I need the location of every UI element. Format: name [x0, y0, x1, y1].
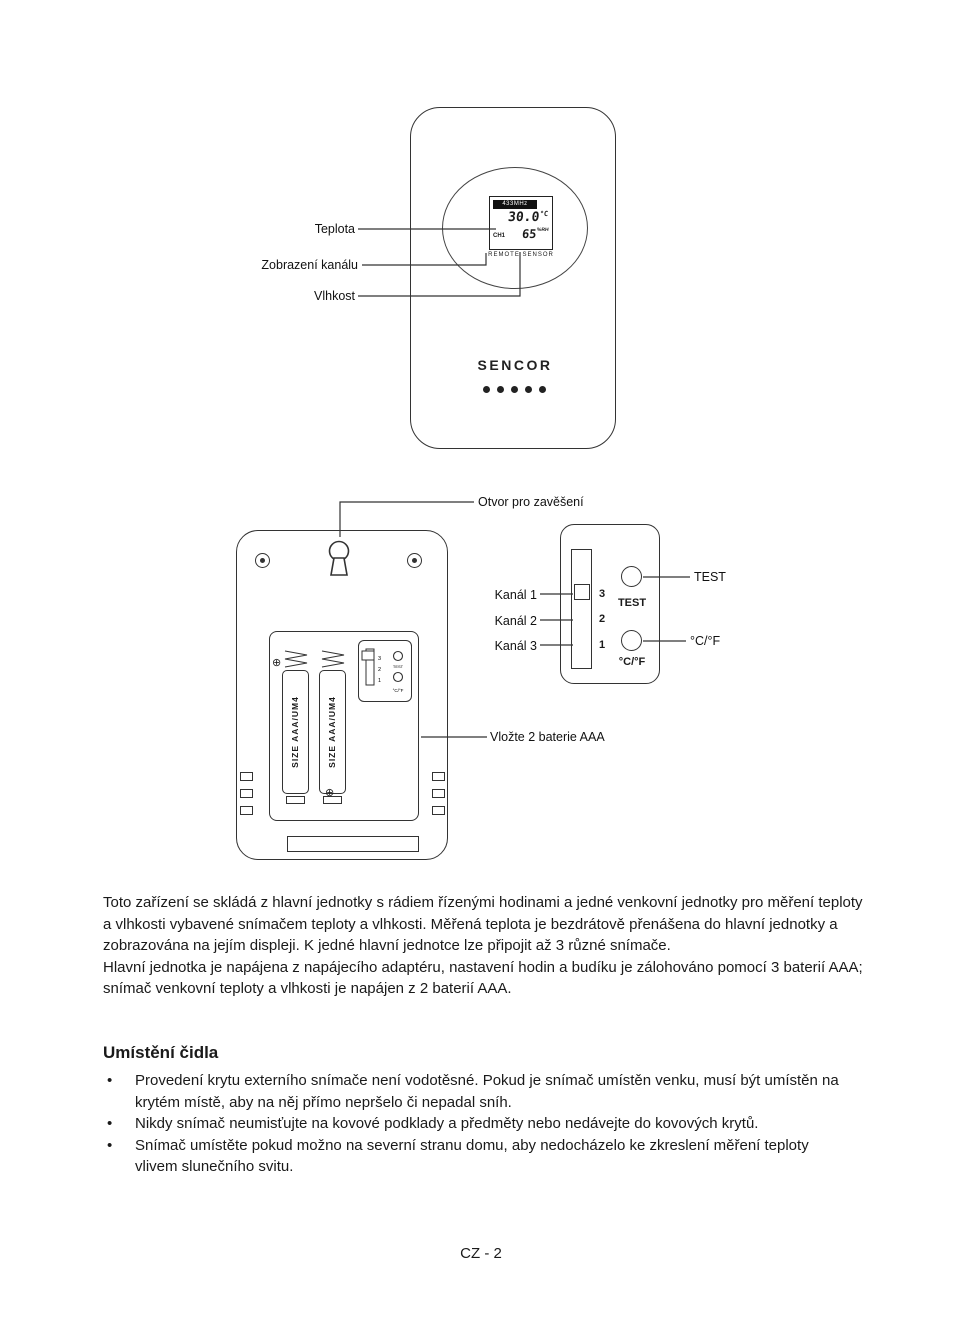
intro-paragraph-2: Hlavní jednotka je napájena z napájecího adaptéru, nastavení hodin a budíku je zálohováno pomocí 3 baterií AAA; snímač venkovní teploty a vlhkosti je napájen z 2 baterií AAA. — [103, 958, 863, 997]
svg-text:TEST: TEST — [392, 664, 404, 669]
grip-ridge — [432, 772, 445, 781]
svg-text:1: 1 — [378, 678, 382, 684]
cf-button-label: °C/°F — [618, 656, 646, 668]
test-button — [621, 566, 642, 587]
grip-ridge — [240, 772, 253, 781]
battery-size-label: SIZE AAA/UM4 — [327, 696, 337, 768]
grip-ridge — [432, 806, 445, 815]
screw-icon — [255, 553, 270, 568]
label-zobrazeni-kanalu: Zobrazení kanálu — [261, 258, 358, 272]
section-heading: Umístění čidla — [103, 1043, 219, 1062]
cf-button — [621, 630, 642, 651]
bullet-icon: • — [107, 1136, 113, 1154]
placement-bullet-list — [103, 1070, 868, 1178]
label-cf: °C/°F — [690, 634, 721, 648]
list-item: • Nikdy snímač neumisťujte na kovové podklady a předměty nebo nedávejte do kovových krytů. — [103, 1113, 868, 1135]
label-vlozte-baterie: Vložte 2 baterie AAA — [490, 730, 605, 744]
grip-ridge — [240, 806, 253, 815]
dot — [497, 386, 504, 393]
speaker-dots — [483, 386, 546, 393]
screw-icon — [407, 553, 422, 568]
list-item: • Snímač umístěte pokud možno na severní stranu domu, aby nedocházelo ke zkreslení měření teploty vlivem slunečního svitu. — [103, 1135, 868, 1178]
bullet-icon: • — [107, 1072, 113, 1089]
channel-slider-track — [571, 549, 592, 669]
slider-position-1: 1 — [599, 639, 606, 651]
channel-slider-knob — [574, 584, 590, 600]
lcd-temperature: $30.0^{^\circ C}$ — [507, 210, 549, 225]
test-button-label: TEST — [617, 597, 647, 609]
lcd-humidity: $65^{\%RH}$ — [521, 227, 549, 241]
label-test: TEST — [694, 570, 726, 584]
lcd-band-433mhz: 433MHz — [493, 200, 537, 209]
label-otvor-pro-zaveseni: Otvor pro zavěšení — [478, 495, 584, 509]
polarity-plus-icon: ⊕ — [272, 657, 282, 669]
svg-text:2: 2 — [378, 667, 382, 673]
remote-sensor-caption: REMOTE SENSOR — [481, 252, 561, 258]
dot — [525, 386, 532, 393]
bullet-icon: • — [107, 1115, 113, 1132]
list-item: • Provedení krytu externího snímače není vodotěsné. Pokud je snímač umístěn venku, musí být umístěn na krytém místě, aby na něj přímo nepršelo či nepadal sníh. — [103, 1070, 868, 1113]
page-number: CZ - 2 — [460, 1245, 502, 1262]
polarity-plus-icon: ⊕ — [325, 787, 335, 799]
label-kanal-3: Kanál 3 — [494, 639, 537, 653]
intro-text — [103, 892, 868, 1000]
dot — [511, 386, 518, 393]
dot — [539, 386, 546, 393]
slider-position-2: 2 — [599, 613, 606, 625]
lcd-channel: CH1 — [493, 233, 506, 239]
intro-paragraph-1: Toto zařízení se skládá z hlavní jednotky s rádiem řízenými hodinami a jedné venkovní jednotky pro měření teploty a vlhkosti vybavené snímačem teploty a vlhkosti. Měřená teplota je bezdrátově přenášena do hlavní jednotky a zobrazována na jejím displeji. K jedné hlavní jednotce lze připojit až 3 různé snímače. — [103, 894, 863, 954]
battery-size-label: SIZE AAA/UM4 — [290, 696, 300, 768]
grip-ridge — [432, 789, 445, 798]
label-kanal-1: Kanál 1 — [494, 588, 537, 602]
grip-ridge — [240, 789, 253, 798]
brand-logo: SENCOR — [477, 357, 553, 373]
svg-text:3: 3 — [378, 656, 382, 662]
lcd-display — [489, 196, 553, 250]
dot — [483, 386, 490, 393]
label-kanal-2: Kanál 2 — [494, 614, 537, 628]
battery-contact — [286, 796, 305, 804]
label-vlhkost: Vlhkost — [314, 289, 355, 303]
mini-switch-panel — [358, 640, 412, 702]
label-teplota: Teplota — [314, 222, 355, 236]
slider-position-3: 3 — [599, 588, 606, 600]
svg-text:°C/°F: °C/°F — [392, 688, 404, 693]
bottom-slot — [287, 836, 419, 852]
